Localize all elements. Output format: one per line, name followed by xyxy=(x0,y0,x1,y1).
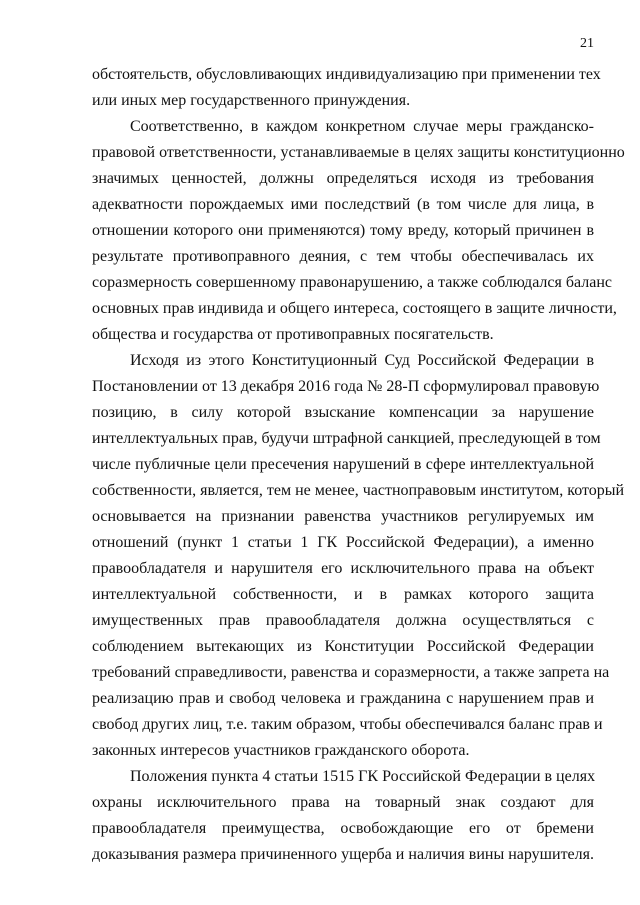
text-line: свобод других лиц, т.е. таким образом, чтобы обеспечивался баланс прав и xyxy=(92,716,603,733)
paragraph xyxy=(92,348,625,764)
text-line: доказывания размера причиненного ущерба и наличия вины нарушителя. xyxy=(92,846,594,863)
text-line: правовой ответственности, устанавливаемые в целях защиты конституционно xyxy=(92,144,625,161)
text-line: соразмерность совершенному правонарушению, а также соблюдался баланс xyxy=(92,274,613,291)
text-line: или иных мер государственного принуждения. xyxy=(92,92,411,109)
paragraph xyxy=(92,114,625,348)
paragraph xyxy=(92,62,601,114)
page-number: 21 xyxy=(580,36,594,51)
text-line: охраны исключительного права на товарный знак создают для xyxy=(92,794,594,811)
body-text xyxy=(92,62,625,868)
text-line: Постановлении от 13 декабря 2016 года № 28-П сформулировал правовую xyxy=(92,378,600,395)
text-line: Исходя из этого Конституционный Суд Российской Федерации в xyxy=(130,352,594,369)
text-line: обстоятельств, обусловливающих индивидуализацию при применении тех xyxy=(92,66,601,83)
text-line: собственности, является, тем не менее, частноправовым институтом, который xyxy=(92,482,625,499)
text-line: основных прав индивида и общего интереса, состоящего в защите личности, xyxy=(92,300,617,317)
text-line: отношений (пункт 1 статьи 1 ГК Российской Федерации), а именно xyxy=(92,534,594,551)
text-line: числе публичные цели пресечения нарушений в сфере интеллектуальной xyxy=(92,456,594,473)
text-line: основывается на признании равенства участников регулируемых им xyxy=(92,508,594,525)
text-line: требований справедливости, равенства и соразмерности, а также запрета на xyxy=(92,664,610,681)
text-line: значимых ценностей, должны определяться исходя из требования xyxy=(92,170,594,187)
text-line: правообладателя и нарушителя его исключительного права на объект xyxy=(92,560,594,577)
text-line: отношении которого они применяются) тому вреду, который причинен в xyxy=(92,222,594,239)
text-line: соблюдением вытекающих из Конституции Российской Федерации xyxy=(92,638,594,655)
text-line: позицию, в силу которой взыскание компенсации за нарушение xyxy=(92,404,594,421)
text-line: законных интересов участников гражданского оборота. xyxy=(92,742,470,759)
text-line: Положения пункта 4 статьи 1515 ГК Российской Федерации в целях xyxy=(130,768,596,785)
text-line: имущественных прав правообладателя должна осуществляться с xyxy=(92,612,594,629)
paragraph xyxy=(92,764,594,868)
text-line: интеллектуальных прав, будучи штрафной санкцией, преследующей в том xyxy=(92,430,601,447)
text-line: Соответственно, в каждом конкретном случае меры гражданско- xyxy=(130,118,594,135)
text-line: адекватности порождаемых ими последствий (в том числе для лица, в xyxy=(92,196,594,213)
text-line: реализацию прав и свобод человека и гражданина с нарушением прав и xyxy=(92,690,594,707)
text-line: результате противоправного деяния, с тем чтобы обеспечивалась их xyxy=(92,248,594,265)
text-line: общества и государства от противоправных посягательств. xyxy=(92,326,494,343)
text-line: интеллектуальной собственности, и в рамках которого защита xyxy=(92,586,594,603)
text-line: правообладателя преимущества, освобождающие его от бремени xyxy=(92,820,594,837)
